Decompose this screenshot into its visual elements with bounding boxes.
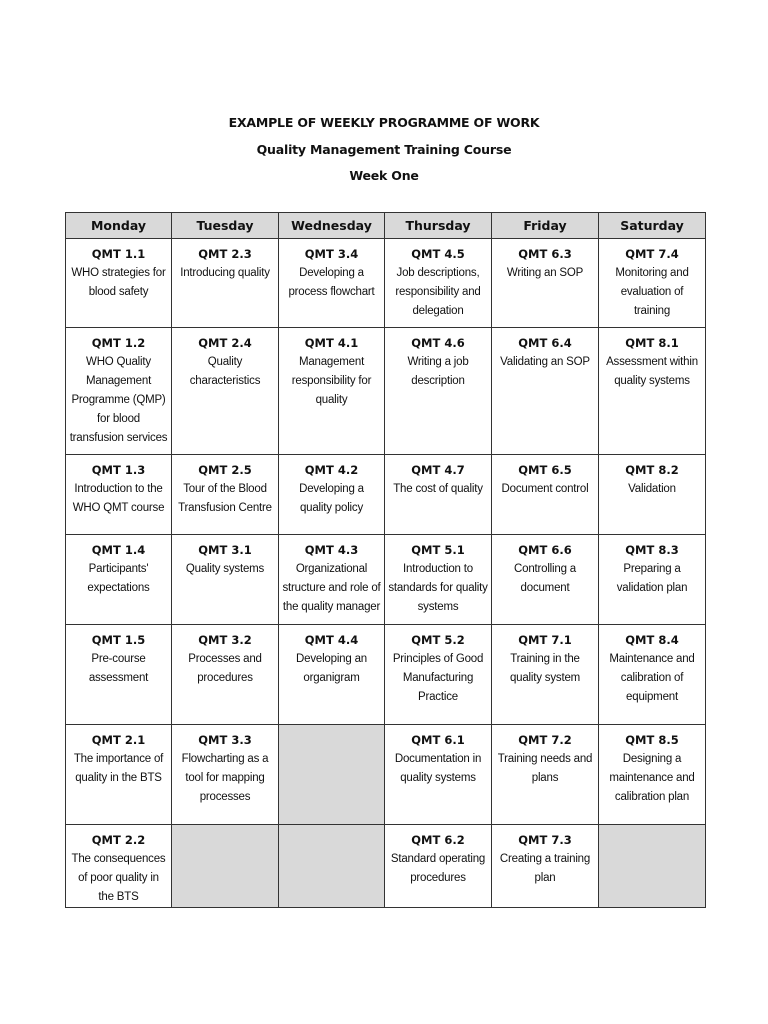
session-code: QMT 4.7: [411, 463, 465, 477]
session-code: QMT 7.1: [518, 633, 572, 647]
session-topic: Developing a process flowchart: [288, 267, 375, 298]
table-row: [66, 625, 706, 725]
session-cell: [599, 328, 706, 455]
session-cell: [599, 239, 706, 328]
session-cell: [66, 825, 172, 908]
session-topic: Monitoring and evaluation of training: [615, 267, 689, 317]
session-cell: [172, 725, 279, 825]
day-header-friday: Friday: [492, 213, 599, 239]
session-topic: Writing a job description: [407, 356, 469, 387]
session-code: QMT 8.1: [625, 336, 679, 350]
session-cell: [385, 239, 492, 328]
session-code: QMT 4.6: [411, 336, 465, 350]
session-code: QMT 5.1: [411, 543, 465, 557]
session-topic: Principles of Good Manufacturing Practice: [392, 653, 484, 703]
empty-session-cell: [172, 825, 279, 908]
session-code: QMT 3.3: [198, 733, 252, 747]
session-code: QMT 4.3: [304, 543, 359, 557]
session-topic: Job descriptions, responsibility and delegation: [395, 267, 481, 317]
session-topic: Creating a training plan: [499, 853, 591, 884]
session-topic: Training needs and plans: [497, 753, 593, 784]
week-label: Week One: [349, 168, 419, 183]
session-code: QMT 6.5: [518, 463, 572, 477]
session-code: QMT 4.2: [304, 463, 359, 477]
session-cell: [66, 455, 172, 535]
session-topic: Organizational structure and role of the quality manager: [282, 563, 381, 613]
session-cell: [385, 825, 492, 908]
session-code: QMT 7.2: [518, 733, 572, 747]
session-topic: Validating an SOP: [500, 356, 590, 368]
session-code: QMT 7.4: [625, 247, 679, 261]
session-code: QMT 1.3: [91, 463, 146, 477]
session-topic: Tour of the Blood Transfusion Centre: [178, 483, 272, 514]
table-row: [66, 328, 706, 455]
session-topic: Developing a quality policy: [299, 483, 364, 514]
session-code: QMT 1.5: [91, 633, 146, 647]
session-code: QMT 6.1: [411, 733, 465, 747]
empty-session-cell: [279, 725, 385, 825]
session-topic: Assessment within quality systems: [606, 356, 698, 387]
session-cell: [172, 328, 279, 455]
table-row: [66, 455, 706, 535]
session-cell: [279, 535, 385, 625]
session-code: QMT 1.1: [91, 247, 146, 261]
session-topic: Processes and procedures: [188, 653, 262, 684]
session-cell: [599, 455, 706, 535]
session-cell: [492, 328, 599, 455]
session-topic: The consequences of poor quality in the BTS: [71, 853, 166, 903]
session-code: QMT 6.3: [518, 247, 572, 261]
session-code: QMT 4.5: [411, 247, 465, 261]
session-code: QMT 6.4: [518, 336, 572, 350]
session-code: QMT 5.2: [411, 633, 465, 647]
session-cell: [599, 725, 706, 825]
session-cell: [66, 625, 172, 725]
session-cell: [279, 328, 385, 455]
session-topic: Standard operating procedures: [390, 853, 486, 884]
session-cell: [66, 535, 172, 625]
session-cell: [172, 455, 279, 535]
session-cell: [172, 625, 279, 725]
session-cell: [492, 239, 599, 328]
table-row: [66, 535, 706, 625]
session-cell: [599, 535, 706, 625]
session-cell: [385, 725, 492, 825]
day-header-wednesday: Wednesday: [279, 213, 385, 239]
session-topic: Introducing quality: [180, 267, 270, 279]
session-topic: Quality systems: [185, 563, 265, 575]
session-topic: Documentation in quality systems: [394, 753, 482, 784]
day-header-thursday: Thursday: [385, 213, 492, 239]
session-topic: Training in the quality system: [509, 653, 581, 684]
session-cell: [492, 725, 599, 825]
session-code: QMT 1.2: [91, 336, 146, 350]
day-header-tuesday: Tuesday: [172, 213, 279, 239]
document-title: EXAMPLE OF WEEKLY PROGRAMME OF WORK: [228, 115, 540, 130]
session-code: QMT 8.5: [625, 733, 679, 747]
empty-session-cell: [279, 825, 385, 908]
session-topic: Document control: [501, 483, 589, 495]
session-code: QMT 2.2: [91, 833, 146, 847]
session-topic: Maintenance and calibration of equipment: [609, 653, 695, 703]
session-cell: [66, 239, 172, 328]
day-header-saturday: Saturday: [599, 213, 706, 239]
table-row: [66, 239, 706, 328]
session-topic: Preparing a validation plan: [616, 563, 688, 594]
session-code: QMT 1.4: [91, 543, 146, 557]
session-topic: WHO Quality Management Programme (QMP) for blood transfusion services: [69, 356, 168, 444]
session-cell: [492, 535, 599, 625]
session-topic: Developing an organigram: [296, 653, 367, 684]
session-topic: Introduction to standards for quality systems: [388, 563, 488, 613]
session-code: QMT 2.5: [198, 463, 252, 477]
session-code: QMT 3.1: [198, 543, 252, 557]
session-topic: Introduction to the WHO QMT course: [72, 483, 165, 514]
session-cell: [385, 625, 492, 725]
session-cell: [279, 239, 385, 328]
session-code: QMT 2.4: [198, 336, 252, 350]
session-topic: Management responsibility for quality: [291, 356, 372, 406]
session-cell: [172, 535, 279, 625]
session-code: QMT 6.6: [518, 543, 572, 557]
session-cell: [66, 328, 172, 455]
day-header-row: [66, 213, 706, 239]
session-topic: Validation: [628, 483, 676, 495]
session-code: QMT 8.4: [625, 633, 679, 647]
session-topic: The importance of quality in the BTS: [73, 753, 164, 784]
table-row: [66, 725, 706, 825]
schedule-table: [65, 212, 706, 908]
session-code: QMT 8.3: [625, 543, 679, 557]
session-cell: [492, 825, 599, 908]
session-topic: Quality characteristics: [189, 356, 261, 387]
session-code: QMT 8.2: [625, 463, 679, 477]
session-code: QMT 2.3: [198, 247, 252, 261]
session-cell: [385, 455, 492, 535]
session-cell: [385, 328, 492, 455]
session-cell: [385, 535, 492, 625]
session-code: QMT 4.4: [304, 633, 359, 647]
table-row: [66, 825, 706, 908]
empty-session-cell: [599, 825, 706, 908]
session-code: QMT 6.2: [411, 833, 465, 847]
session-topic: Flowcharting as a tool for mapping processes: [181, 753, 269, 803]
session-topic: Designing a maintenance and calibration plan: [609, 753, 695, 803]
session-code: QMT 2.1: [91, 733, 146, 747]
session-cell: [492, 625, 599, 725]
session-cell: [492, 455, 599, 535]
session-cell: [66, 725, 172, 825]
session-topic: WHO strategies for blood safety: [71, 267, 166, 298]
session-topic: Controlling a document: [514, 563, 576, 594]
session-code: QMT 7.3: [518, 833, 572, 847]
session-code: QMT 4.1: [304, 336, 359, 350]
session-topic: The cost of quality: [393, 483, 483, 495]
session-code: QMT 3.2: [198, 633, 252, 647]
session-cell: [599, 625, 706, 725]
session-cell: [172, 239, 279, 328]
session-cell: [279, 625, 385, 725]
session-code: QMT 3.4: [304, 247, 359, 261]
day-header-monday: Monday: [66, 213, 172, 239]
session-cell: [279, 455, 385, 535]
course-name: Quality Management Training Course: [256, 142, 512, 157]
session-topic: Participants' expectations: [87, 563, 150, 594]
session-topic: Pre-course assessment: [88, 653, 149, 684]
session-topic: Writing an SOP: [506, 267, 584, 279]
